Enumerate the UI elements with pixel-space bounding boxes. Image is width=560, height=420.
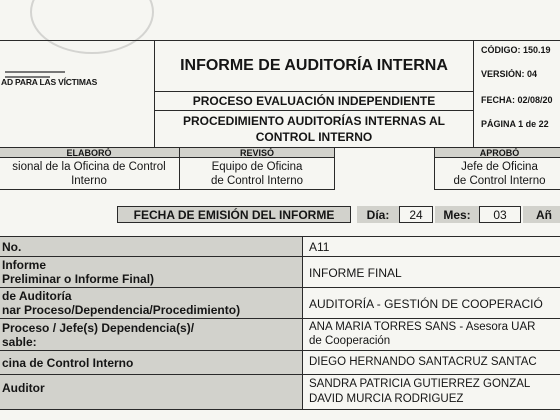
- table-row-auditor-value: [302, 374, 560, 410]
- row-label-process-owner-1: Proceso / Jefe(s) Dependencia(s)/: [2, 321, 195, 335]
- elaboro-line-2: Interno: [71, 175, 107, 187]
- procedure-line-1: PROCEDIMIENTO AUDITORÍAS INTERNAS AL: [182, 114, 445, 128]
- doc-page: PÁGINA 1 de 22: [481, 119, 549, 129]
- doc-code: CÓDIGO: 150.19: [481, 45, 551, 55]
- emission-date-label: FECHA DE EMISIÓN DEL INFORME: [117, 206, 351, 223]
- doc-version: VERSIÓN: 04: [481, 69, 538, 79]
- elaboro-body: [0, 157, 180, 190]
- reviso-line-1: Equipo de Oficina: [211, 161, 303, 173]
- aprobo-body: [434, 157, 560, 190]
- reviso-body: [179, 157, 335, 190]
- aprobo-line-2: de Control Interno: [453, 175, 546, 187]
- row-label-audit-name-1: de Auditoría: [2, 289, 72, 303]
- procedure-cell: [154, 110, 474, 148]
- table-row-process-owner: [0, 318, 303, 351]
- table-row-report-type-value: [302, 256, 560, 288]
- doc-date: FECHA: 02/08/20: [481, 95, 553, 105]
- reviso-line-2: de Control Interno: [210, 175, 304, 187]
- process-cell: [154, 91, 474, 111]
- aprobo-line-1: Jefe de Oficina: [461, 161, 538, 173]
- reviso-header: REVISÓ: [179, 147, 335, 158]
- row-value-control-office: DIEGO HERNANDO SANTACRUZ SANTAC: [309, 356, 537, 368]
- row-label-audit-name-2: nar Proceso/Dependencia/Procedimiento): [2, 303, 241, 317]
- row-value-auditor-2: DAVID MURCIA RODRIGUEZ: [309, 393, 464, 405]
- row-label-process-owner-2: sable:: [2, 335, 37, 349]
- row-label-auditor: Auditor: [2, 381, 45, 395]
- table-row-control-office-value: [302, 350, 560, 375]
- table-row-audit-name: [0, 287, 303, 319]
- process-name: PROCESO EVALUACIÓN INDEPENDIENTE: [192, 94, 436, 108]
- title-cell: [154, 40, 474, 92]
- row-value-report-type: INFORME FINAL: [309, 266, 402, 280]
- table-row-process-owner-value: [302, 318, 560, 351]
- doc-meta-cell: [473, 40, 560, 148]
- row-value-process-owner-2: de Cooperación: [309, 335, 391, 347]
- logo-cell: [0, 40, 155, 148]
- day-value: 24: [399, 206, 433, 223]
- table-row-control-office: [0, 350, 303, 375]
- row-value-auditor-1: SANDRA PATRICIA GUTIÉRREZ GONZAL: [309, 378, 531, 390]
- row-value-process-owner-1: ANA MARÍA TORRES SANS - Asesora UAR: [309, 321, 536, 333]
- day-label: Día:: [357, 206, 399, 223]
- table-row-number: [0, 236, 303, 257]
- aprobo-header: APROBÓ: [434, 147, 560, 158]
- row-label-report-type-1: Informe: [2, 258, 47, 272]
- table-row-number-value: [302, 236, 560, 257]
- year-label: Añ: [523, 206, 560, 223]
- row-label-control-office: cina de Control Interno: [2, 356, 134, 370]
- elaboro-line-1: sional de la Oficina de Control: [12, 161, 166, 173]
- table-row-audit-name-value: [302, 287, 560, 319]
- page-title: INFORME DE AUDITORÍA INTERNA: [180, 57, 448, 74]
- table-row-auditor: [0, 374, 303, 410]
- row-label-number: No.: [2, 240, 22, 254]
- row-value-number: A11: [309, 240, 330, 254]
- month-label: Mes:: [435, 206, 479, 223]
- row-label-report-type-2: Preliminar o Informe Final): [2, 272, 155, 286]
- elaboro-header: ELABORÓ: [0, 147, 180, 158]
- logo-text: AD PARA LAS VÍCTIMAS: [1, 77, 98, 87]
- month-value: 03: [479, 206, 521, 223]
- procedure-line-2: CONTROL INTERNO: [255, 130, 373, 144]
- table-row-report-type: [0, 256, 303, 288]
- row-value-audit-name: AUDITORÍA - GESTIÓN DE COOPERACIÓ: [309, 297, 543, 311]
